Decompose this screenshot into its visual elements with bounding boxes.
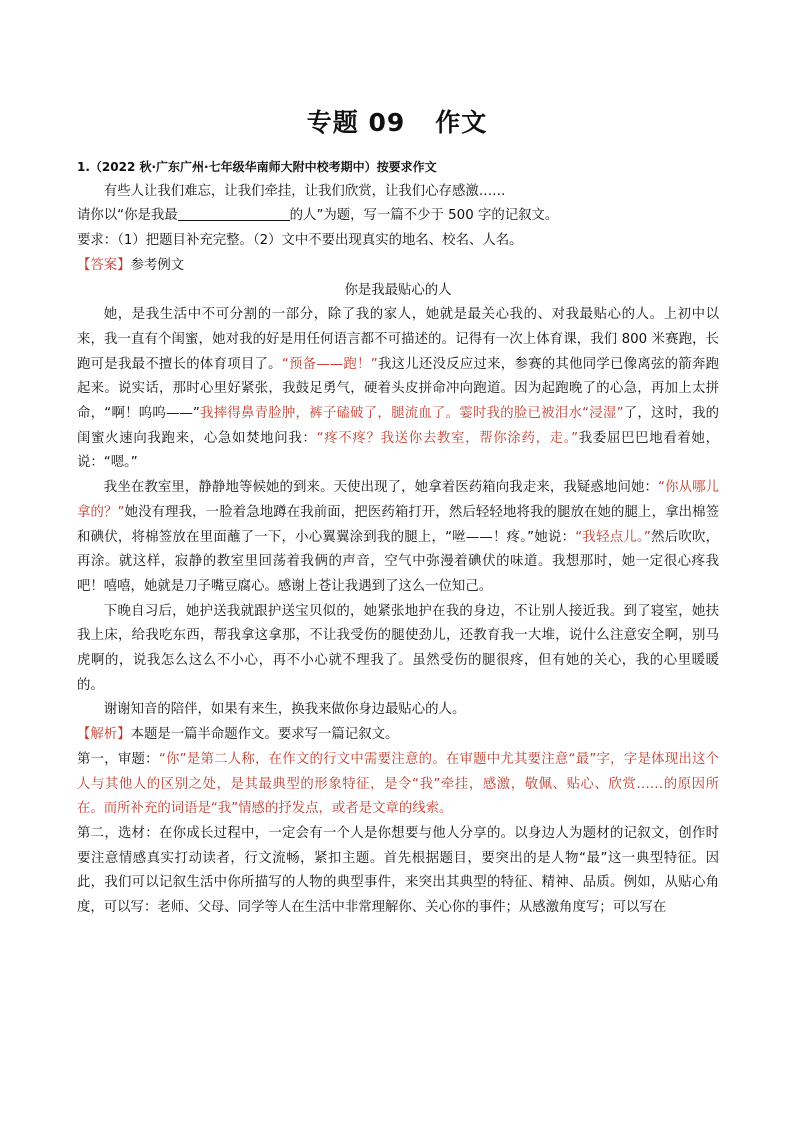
p1-quote-d: “啊！呜呜——”: [104, 406, 200, 422]
p2-quote-b: “你从哪儿拿的？”: [77, 480, 720, 520]
essay-paragraph-3: 下晚自习后，她护送我就跟护送宝贝似的，她紧张地护在我的身边，不让别人接近我。到了寝室，她扶我上床，给我吃东西，帮我拿这拿那，不让我受伤的腿使劲儿，还教育我一大堆，说什么注意安全啊，别马虎啊的，说我怎么这么不小心，再不小心就不理我了。虽然受伤的腿很疼，但有她的关心，我的心里暖暖的。: [77, 603, 719, 693]
p1-quote-g: “疼不疼？我送你去教室，帮你涂药，走。”: [316, 430, 579, 446]
analysis-first-label: 第一，审题：: [77, 751, 159, 767]
question-source: （2022 秋·广东广州·七年级华南师大附中校考期中）按要求作文: [89, 160, 437, 174]
essay-title: 你是我最贴心的人: [344, 282, 452, 298]
answer-header: [77, 254, 719, 279]
essay-paragraph-1: [77, 303, 719, 476]
p2-text-g: 然后吹吹，再涂。就这样，寂静的教室里回荡着我俩的声音，空气中弥漫着碘伏的味道。我想那时，她一定很心疼我吧！嘻嘻，她就是刀子嘴豆腐心。感谢上苍让我遇到了这么一位知己。: [77, 529, 720, 594]
question-requirements: 要求：（1）把题目补充完整。（2）文中不要出现真实的地名、校名、人名。: [77, 233, 523, 249]
p1-text-f: 了，这时，我的闺蜜火速向我跑来，心急如焚地问我：: [77, 406, 720, 446]
title-part1: 专题 09: [306, 108, 406, 137]
p2-quote-d: “咝——！疼。”: [445, 529, 535, 545]
analysis-intro: 本题是一篇半命题作文。要求写一篇记叙文。: [130, 727, 399, 743]
p1-highlight-e: 我摔得鼻青脸肿，裤子磕破了，腿流血了。霎时我的脸已被泪水“浸湿”: [199, 406, 624, 422]
prompt-part-b: 的人”为题，写一篇不少于 500 字的记叙文。: [289, 208, 559, 224]
analysis-first: [77, 748, 719, 822]
p1-quote-b: “预备——跑！”: [281, 356, 378, 372]
answer-label: 参考例文: [130, 257, 185, 273]
p2-quote-f: “我轻点儿。”: [575, 529, 651, 545]
fill-blank: [178, 206, 290, 221]
p1-text-a: 她，是我生活中不可分割的一部分，除了我的家人，她就是最关心我的、对我最贴心的人。上初中以来，我一直有个闺蜜，她对我的好是用任何语言都不可描述的。记得有一次上体育课，我们 800 米赛跑，长跑可是我最不擅长的体育项目了。: [77, 307, 719, 372]
essay-paragraph-2: [77, 476, 719, 600]
essay-paragraph-4: 谢谢知音的陪伴，如果有来生，换我来做你身边最贴心的人。: [103, 702, 466, 718]
question-header: [77, 155, 719, 180]
p1-text-h: 我委屈巴巴地看着她，说：“嗯。”: [77, 430, 720, 471]
document-body: [77, 155, 719, 921]
title-part2: 作文: [435, 108, 488, 137]
page-title: [0, 103, 794, 139]
analysis-tag: 【解析】: [77, 727, 131, 743]
answer-tag: 【答案】: [77, 257, 131, 273]
analysis-first-text: “你”是第二人称，在作文的行文中需要注意的。在审题中尤其要注意“最”字，字是体现出这个人与其他人的区别之处，是其最典型的形象特征，是令“我”牵挂，感激，敬佩、贴心、欣赏……的原因所在。而所补充的词语是“我”情感的抒发点，或者是文章的线索。: [77, 751, 720, 817]
analysis-second: 第二，选材：在你成长过程中，一定会有一个人是你想要与他人分享的。以身边人为题材的记叙文，创作时要注意情感真实打动读者，行文流畅，紧扣主题。首先根据题目，要突出的是人物“最”这一典型特征。因此，我们可以记叙生活中你所描写的人物的典型事件，来突出其典型的特征、精神、品质。例如，从贴心角度，可以写：老师、父母、同学等人在生活中非常理解你、关心你的事件；从感激角度写；可以写在: [77, 825, 719, 916]
p2-text-a: 我坐在教室里，静静地等候她的到来。天使出现了，她拿着医药箱向我走来，我疑惑地问她：: [103, 480, 658, 496]
prompt-part-a: 请你以“你是我最: [77, 208, 178, 224]
question-number: 1.: [77, 160, 90, 174]
p1-text-c: 我这儿还没反应过来，参赛的其他同学已像离弦的箭奔跑起来。说实话，那时心里好紧张，我鼓足勇气，硬着头皮拼命冲向跑道。因为起跑晚了的心急，再加上太拼命，: [77, 356, 720, 422]
p2-text-e: 她说：: [534, 529, 576, 545]
p2-text-c: 她没有理我，一脸着急地蹲在我前面，把医药箱打开，然后轻轻地将我的腿放在她的腿上，拿出棉签和碘伏，将棉签放在里面蘸了一下，小心翼翼涂到我的腿上，: [77, 504, 720, 545]
analysis-header: [77, 723, 719, 748]
question-prompt: [77, 204, 719, 229]
question-intro: 有些人让我们难忘，让我们牵挂，让我们欣赏，让我们心存感激……: [103, 183, 506, 199]
